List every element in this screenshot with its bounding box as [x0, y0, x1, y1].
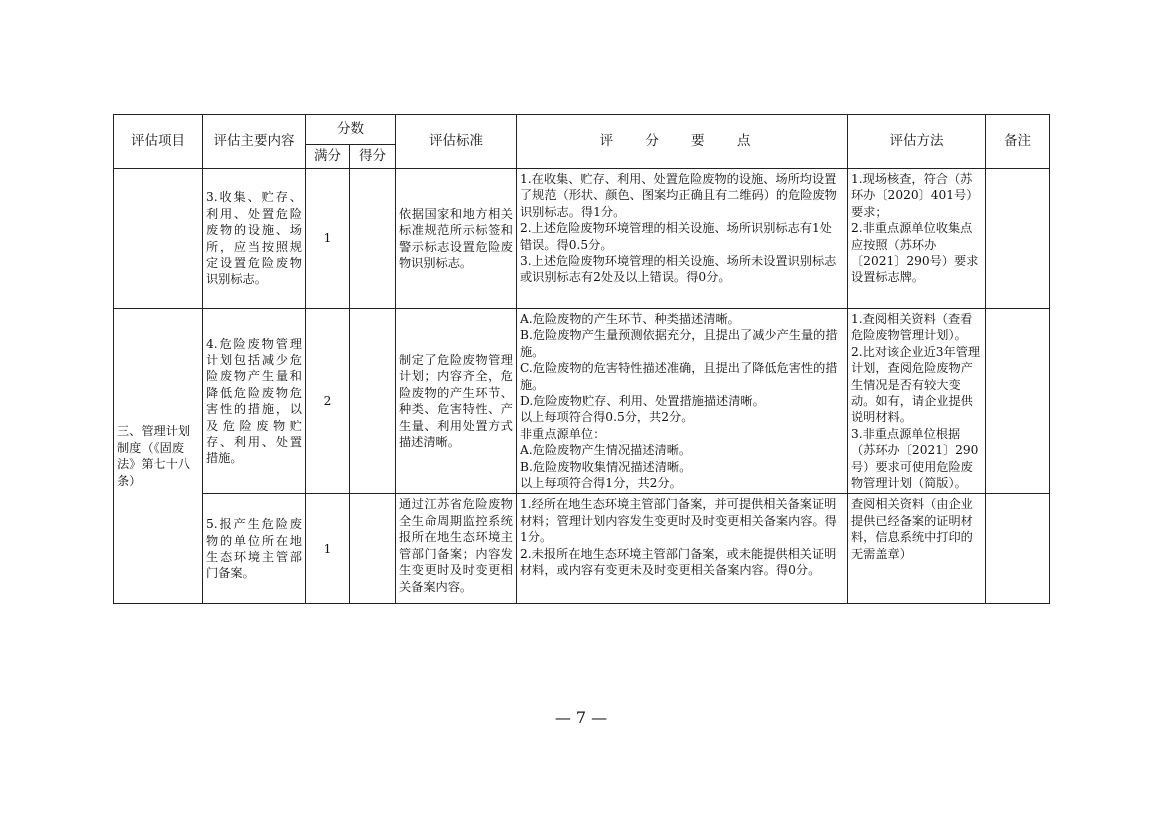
- cell-points: A.危险废物的产生环节、种类描述清晰。 B.危险废物产生量预测依据充分，且提出了减少产生量的措施。 C.危险废物的危害特性描述准确，且提出了降低危害性的措施。 D.危险废物贮存、利用、处置措施描述清晰。 以上每项符合得0.5分，共2分。 非重点源单位： A.危险废物产生情况描述清晰。 B.危险废物收集情况描述清晰。 以上每项符合得1分，共2分。: [517, 309, 848, 494]
- header-method: 评估方法: [848, 115, 986, 169]
- header-score: 分数: [306, 115, 396, 145]
- cell-standard: 通过江苏省危险废物全生命周期监控系统报所在地生态环境主管部门备案；内容发生变更时及时变更相关备案内容。: [396, 494, 517, 604]
- header-content: 评估主要内容: [203, 115, 306, 169]
- cell-content: 4.危险废物管理计划包括减少危险废物产生量和降低危险废物危害性的措施，以及危险废物贮存、利用、处置措施。: [203, 309, 306, 494]
- cell-standard: 制定了危险废物管理计划；内容齐全，危险废物的产生环节、种类、危害特性、产生量、利用处置方式描述清晰。: [396, 309, 517, 494]
- page-number: — 7 —: [554, 708, 608, 727]
- cell-method: 查阅相关资料（由企业提供已经备案的证明材料，信息系统中打印的无需盖章）: [848, 494, 986, 604]
- header-got: 得分: [350, 145, 396, 169]
- cell-item: 三、管理计划制度（《固废法》第七十八条）: [114, 309, 203, 604]
- table-row: [114, 494, 1050, 604]
- cell-note: [986, 169, 1050, 309]
- cell-full: 1: [306, 169, 350, 309]
- cell-full: 2: [306, 309, 350, 494]
- header-row: [114, 115, 1050, 145]
- cell-got: [350, 169, 396, 309]
- cell-got: [350, 309, 396, 494]
- cell-content: 3.收集、贮存、利用、处置危险废物的设施、场所，应当按照规定设置危险废物识别标志。: [203, 169, 306, 309]
- cell-item: [114, 169, 203, 309]
- cell-note: [986, 494, 1050, 604]
- cell-standard: 依据国家和地方相关标准规范所示标签和警示标志设置危险废物识别标志。: [396, 169, 517, 309]
- cell-full: 1: [306, 494, 350, 604]
- table-row: [114, 169, 1050, 309]
- cell-method: 1.现场核查，符合（苏环办〔2020〕401号）要求； 2.非重点源单位收集点应按照（苏环办〔2021〕290号）要求设置标志牌。: [848, 169, 986, 309]
- cell-content: 5.报产生危险废物的单位所在地生态环境主管部门备案。: [203, 494, 306, 604]
- cell-note: [986, 309, 1050, 494]
- cell-method: 1.查阅相关资料（查看危险废物管理计划）。 2.比对该企业近3年管理计划，查阅危险废物产生情况是否有较大变动。如有，请企业提供说明材料。 3.非重点源单位根据（苏环办〔2021〕290号）要求可使用危险废物管理计划（简版）。: [848, 309, 986, 494]
- cell-got: [350, 494, 396, 604]
- table-row: [114, 309, 1050, 494]
- cell-points: 1.在收集、贮存、利用、处置危险废物的设施、场所均设置了规范（形状、颜色、图案均正确且有二维码）的危险废物识别标志。得1分。 2.上述危险废物环境管理的相关设施、场所识别标志有1处错误。得0.5分。 3.上述危险废物环境管理的相关设施、场所未设置识别标志或识别标志有2处及以上错误。得0分。: [517, 169, 848, 309]
- header-standard: 评估标准: [396, 115, 517, 169]
- header-full: 满分: [306, 145, 350, 169]
- cell-points: 1.经所在地生态环境主管部门备案，并可提供相关备案证明材料；管理计划内容发生变更时及时变更相关备案内容。得1分。 2.未报所在地生态环境主管部门备案，或未能提供相关证明材料，或内容有变更未及时变更相关备案内容。得0分。: [517, 494, 848, 604]
- header-points: 评 分 要 点: [517, 115, 848, 169]
- evaluation-table: [113, 114, 1050, 604]
- header-item: 评估项目: [114, 115, 203, 169]
- header-note: 备注: [986, 115, 1050, 169]
